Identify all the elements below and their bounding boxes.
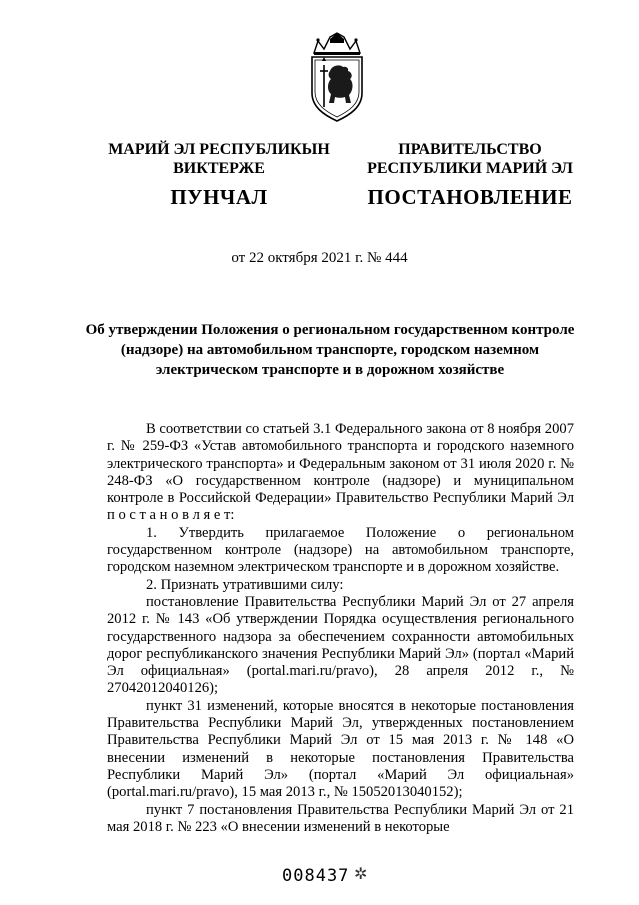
coat-of-arms-icon [300, 31, 374, 123]
header-left-line1: МАРИЙ ЭЛ РЕСПУБЛИКЫН [108, 141, 330, 158]
paragraph: пункт 31 изменений, которые вносятся в некоторые постановления Правительства Республики Марий Эл, утвержденных постановлением Правительства Республики Марий Эл от 15 мая 2013 г. № 148 «О внесении изменений в некоторые постановления Правительства Республики Марий Эл» (портал «Марий Эл официальная» (portal.mari.ru/pravo), 15 мая 2013 г., № 15052013040152); [107, 697, 574, 801]
paragraph: В соответствии со статьей 3.1 Федерального закона от 8 ноября 2007 г. № 259-ФЗ «Устав автомобильного транспорта и городского наземного электрического транспорта» и Федеральным законом от 31 июля 2020 г. № 248-ФЗ «О государственном контроле (надзоре) и муниципальном контроле в Российской Федерации» Правительство Республики Марий Эл п о с т а н о в л я е т: [107, 421, 574, 524]
document-body [107, 421, 574, 836]
serial-number: 008437 [282, 866, 350, 886]
document-title: Об утверждении Положения о региональном государственном контроле (надзоре) на автомобильном транспорте, городском наземном электрическом транспорте и в дорожном хозяйстве [85, 322, 575, 378]
paragraph: 1. Утвердить прилагаемое Положение о региональном государственном контроле (надзоре) на автомобильном транспорте, городском наземном электрическом транспорте и в дорожном хозяйстве. [107, 524, 574, 576]
paragraph: постановление Правительства Республики Марий Эл от 27 апреля 2012 г. № 143 «Об утверждении Порядка осуществления регионального государственного надзора за обеспечением сохранности автомобильных дорог республиканского значения Республики Марий Эл» (портал «Марий Эл официальная» (portal.mari.ru/pravo), 28 апреля 2012 г., № 27042012040126); [107, 593, 574, 697]
header-right-line1: ПРАВИТЕЛЬСТВО [398, 141, 542, 158]
paragraph: 2. Признать утратившими силу: [146, 576, 344, 593]
printer-mark-icon: ✲ [354, 866, 368, 883]
header-right-doctype: ПОСТАНОВЛЕНИЕ [367, 185, 573, 209]
header-left-line2: ВИКТЕРЖЕ [173, 160, 265, 177]
paragraph: пункт 7 постановления Правительства Республики Марий Эл от 21 мая 2018 г. № 223 «О внесении изменений в некоторые [107, 801, 574, 835]
header-right-line2: РЕСПУБЛИКИ МАРИЙ ЭЛ [367, 160, 573, 177]
document-date-number: от 22 октября 2021 г. № 444 [231, 250, 408, 266]
header-left-doctype: ПУНЧАЛ [170, 185, 268, 209]
